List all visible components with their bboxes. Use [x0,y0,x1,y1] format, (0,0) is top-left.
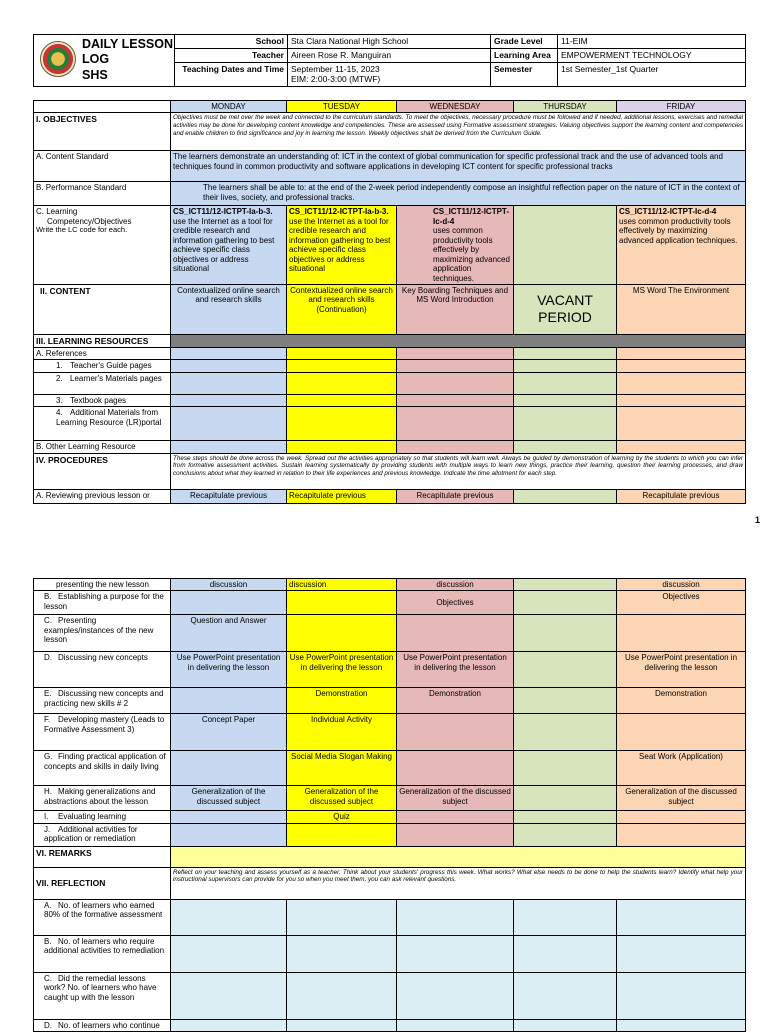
review-monday: Recapitulate previous [171,489,287,503]
competency-label: C. Learning Competency/Objectives Write the LC code for each. [34,206,171,285]
new-skills-label: E. Discussing new concepts and practicing new skills # 2 [34,688,171,714]
new-concepts-label: D. Discussing new concepts [34,652,171,688]
lesson-log-table-continued [33,578,746,1032]
content-standard-label: A. Content Standard [34,151,171,182]
day-header-monday: MONDAY [171,101,287,113]
school-label: School [175,35,288,49]
discussion-wednesday: discussion [397,579,514,591]
semester-label: Semester [491,63,558,87]
discussion-monday: discussion [171,579,287,591]
generalization-friday: Generalization of the discussed subject [617,786,746,811]
application-label: G. Finding practical application of concepts and skills in daily living [34,751,171,786]
performance-standard-label: B. Performance Standard [34,182,171,206]
reflection-text: Reflect on your teaching and assess yourself as a teacher. Think about your students' progress this week. What works? What else needs to be done to help the students learn? Identify what help your instructional supervisors can provide for you so when you meet them, you can ask relevant questions. [171,867,746,899]
objectives-label: I. OBJECTIVES [34,113,171,151]
reflection-d-label: D. No. of learners who continue [34,1019,171,1031]
procedures-text: These steps should be done across the week. Spread out the activities appropriately so that students will learn well. Always be guided by demonstration of learning by the students to which you can infer from formative assessment activities. Sustain learning systematically by providing students with multiple ways to learn new things, practice their learning, question their learning processes, and draw conclusions about what they learned in relation to their life experiences and previous knowledge. Indicate the time allotment for each step. [171,453,746,489]
references-label: A. References [34,347,171,359]
ppt-friday: Use PowerPoint presentation in delivering the lesson [617,652,746,688]
demo-wednesday: Demonstration [397,688,514,714]
day-header-friday: FRIDAY [617,101,746,113]
reviewing-lesson-label: A. Reviewing previous lesson or [34,489,171,503]
seat-work-friday: Seat Work (Application) [617,751,746,786]
page-number: 1 [754,515,760,525]
review-wednesday: Recapitulate previous [397,489,514,503]
semester-value: 1st Semester_1st Quarter [558,63,746,87]
competency-wednesday: CS_ICT11/12-ICTPT-Ic-d-4 uses common productivity tools effectively by maximizing advanced application techniques. [397,206,514,285]
textbook-pages-label: 3. Textbook pages [34,394,171,406]
competency-thursday [514,206,617,285]
discussion-tuesday: discussion [287,579,397,591]
learning-area-label: Learning Area [491,49,558,63]
mastery-label: F. Developing mastery (Leads to Formative Assessment 3) [34,714,171,751]
learners-materials-label: 2. Learner's Materials pages [34,372,171,394]
day-header-tuesday: TUESDAY [287,101,397,113]
review-tuesday: Recapitulate previous [287,489,397,503]
header-table [33,34,746,87]
teacher-value: Aireen Rose R. Manguiran [288,49,491,63]
examples-label: C. Presenting examples/instances of the new lesson [34,615,171,652]
school-seal-icon [40,41,76,77]
content-wednesday: Key Boarding Techniques and MS Word Introduction [397,284,514,334]
remarks-label: VI. REMARKS [34,846,171,867]
day-header-wednesday: WEDNESDAY [397,101,514,113]
grade-level-value: 11-EIM [558,35,746,49]
competency-tuesday: CS_ICT11/12-ICTPT-Ia-b-3. use the Internet as a tool for credible research and information gathering to best achieve specific class objectives or address situational [287,206,397,285]
demo-friday: Demonstration [617,688,746,714]
demo-tuesday: Demonstration [287,688,397,714]
individual-activity-tuesday: Individual Activity [287,714,397,751]
objectives-wednesday: Objectives [397,591,514,615]
procedures-label: IV. PROCEDURES [34,453,171,489]
reflection-c-label: C. Did the remedial lessons work? No. of learners who have caught up with the lesson [34,972,171,1019]
objectives-text: Objectives must be met over the week and connected to the curriculum standards. To meet the objectives, necessary procedure must be followed and if needed, additional lessons, exercises and remedial activities may be done for developing content knowledge and competencies. These are assessed using Formative assessment strategies. Valuing objectives support the learning content and competencies and enable children to find significance and joy in learning the lesson. Weekly objectives shall be derived from the Curriculum Guide. [171,113,746,151]
ppt-wednesday: Use PowerPoint presentation in delivering the lesson [397,652,514,688]
reflection-label: VII. REFLECTION [34,867,171,899]
objectives-friday: Objectives [617,591,746,615]
additional-activities-label: J. Additional activities for application or remediation [34,823,171,846]
purpose-label: B. Establishing a purpose for the lesson [34,591,171,615]
competency-monday: CS_ICT11/12-ICTPT-Ia-b-3. use the Internet as a tool for credible research and information gathering to best achieve specific class objectives or address situational [171,206,287,285]
learning-area-value: EMPOWERMENT TECHNOLOGY [558,49,746,63]
ppt-tuesday: Use PowerPoint presentation in delivering the lesson [287,652,397,688]
content-monday: Contextualized online search and research skills [171,284,287,334]
additional-materials-label: 4. Additional Materials from Learning Resource (LR)portal [34,407,171,441]
day-header-thursday: THURSDAY [514,101,617,113]
logo-title-cell [34,35,175,87]
lesson-log-table [33,100,746,504]
reflection-a-label: A. No. of learners who earned 80% of the formative assessment [34,899,171,935]
teaching-dates-label: Teaching Dates and Time [175,63,288,87]
slogan-tuesday: Social Media Slogan Making [287,751,397,786]
generalization-label: H. Making generalizations and abstractions about the lesson [34,786,171,811]
performance-standard-text: The learners shall be able to: at the end of the 2-week period independently compose an insightful reflection paper on the nature of ICT in the context of their lives, society, and professional tracks. [171,182,746,206]
quiz-tuesday: Quiz [287,811,397,823]
teaching-dates-value: September 11-15, 2023 EIM: 2:00-3:00 (MTWF) [288,63,491,87]
daily-lesson-log-title: DAILY LESSON LOG SHS [82,37,173,82]
content-tuesday: Contextualized online search and research skills (Continuation) [287,284,397,334]
learning-resources-label: III. LEARNING RESOURCES [34,334,171,347]
teachers-guide-label: 1. Teacher's Guide pages [34,360,171,372]
generalization-monday: Generalization of the discussed subject [171,786,287,811]
discussion-friday: discussion [617,579,746,591]
competency-friday: CS_ICT11/12-ICTPT-Ic-d-4 uses common productivity tools effectively by maximizing advanced application techniques. [617,206,746,285]
content-friday: MS Word The Environment [617,284,746,334]
vacant-period: VACANT PERIOD [514,284,617,334]
reflection-b-label: B. No. of learners who require additional activities to remediation [34,935,171,972]
school-value: Sta Clara National High School [288,35,491,49]
review-friday: Recapitulate previous [617,489,746,503]
content-label: II. CONTENT [34,284,171,334]
concept-paper-monday: Concept Paper [171,714,287,751]
teacher-label: Teacher [175,49,288,63]
presenting-lesson-label: presenting the new lesson [34,579,171,591]
qa-monday: Question and Answer [171,615,287,652]
other-resources-label: B. Other Learning Resource [34,441,171,453]
ppt-monday: Use PowerPoint presentation in delivering the lesson [171,652,287,688]
generalization-tuesday: Generalization of the discussed subject [287,786,397,811]
content-standard-text: The learners demonstrate an understanding of: ICT in the context of global communication for specific professional track and the use of advanced tools and techniques found in common productivity and software applications in developing ICT content for specific professional tracks [171,151,746,182]
generalization-wednesday: Generalization of the discussed subject [397,786,514,811]
grade-level-label: Grade Level [491,35,558,49]
evaluating-label: I. Evaluating learning [34,811,171,823]
